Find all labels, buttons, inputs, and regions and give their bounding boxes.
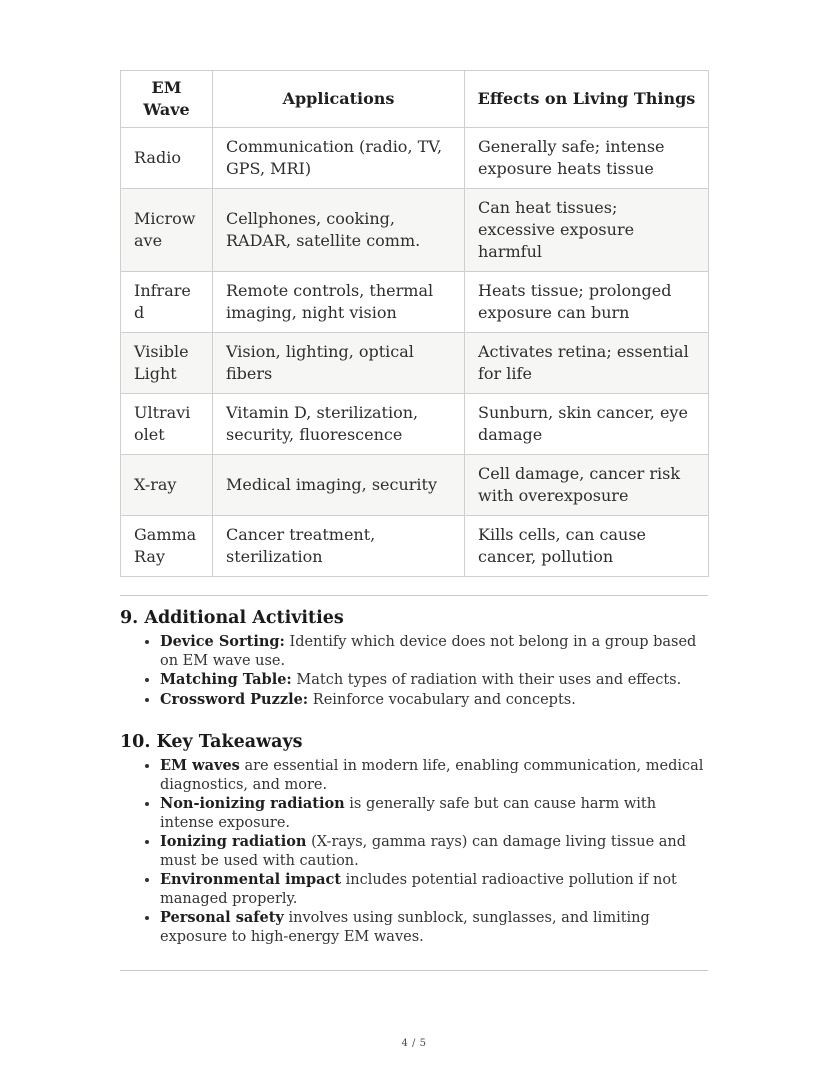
col-header-applications: Applications	[213, 71, 465, 128]
cell-applications: Remote controls, thermal imaging, night vision	[213, 272, 465, 333]
bottom-divider	[120, 970, 708, 971]
key-takeaways-list	[120, 757, 708, 946]
bullet-text: involves using sunblock, sunglasses, and limiting exposure to high-energy EM waves.	[160, 910, 650, 945]
cell-applications: Cellphones, cooking, RADAR, satellite comm.	[213, 189, 465, 272]
bullet-text: are essential in modern life, enabling communication, medical diagnostics, and more.	[160, 758, 704, 793]
cell-effects: Kills cells, can cause cancer, pollution	[465, 516, 709, 577]
table-row-visible-light	[121, 333, 709, 394]
bullet-lead: Personal safety	[160, 909, 284, 926]
cell-applications: Vision, lighting, optical fibers	[213, 333, 465, 394]
bullet-matching-table	[160, 671, 708, 690]
cell-applications: Communication (radio, TV, GPS, MRI)	[213, 128, 465, 189]
cell-wave: Microwave	[121, 189, 213, 272]
bullet-text: Reinforce vocabulary and concepts.	[308, 691, 576, 708]
additional-activities-list	[120, 633, 708, 709]
col-header-effects: Effects on Living Things	[465, 71, 709, 128]
bullet-text: (X-rays, gamma rays) can damage living tissue and must be used with caution.	[160, 834, 687, 869]
bullet-personal-safety	[160, 909, 708, 946]
cell-wave: Gamma Ray	[121, 516, 213, 577]
cell-applications: Cancer treatment, sterilization	[213, 516, 465, 577]
table-row-microwave	[121, 189, 709, 272]
cell-wave: Infrared	[121, 272, 213, 333]
page-number: 4 / 5	[401, 1038, 427, 1049]
cell-effects: Cell damage, cancer risk with overexposure	[465, 455, 709, 516]
bullet-device-sorting	[160, 633, 708, 670]
table-header-row	[121, 71, 709, 128]
bullet-lead: Device Sorting:	[160, 633, 285, 650]
cell-effects: Sunburn, skin cancer, eye damage	[465, 394, 709, 455]
section-additional-activities	[120, 607, 708, 709]
section-key-takeaways	[120, 731, 708, 946]
table-header	[121, 71, 709, 128]
col-header-em-wave: EM Wave	[121, 71, 213, 128]
bullet-text: Identify which device does not belong in a group based on EM wave use.	[160, 634, 697, 669]
table-row-infrared	[121, 272, 709, 333]
cell-wave: Visible Light	[121, 333, 213, 394]
table-row-radio	[121, 128, 709, 189]
table-row-gamma-ray	[121, 516, 709, 577]
cell-wave: X-ray	[121, 455, 213, 516]
table-row-xray	[121, 455, 709, 516]
cell-effects: Can heat tissues; excessive exposure harmful	[465, 189, 709, 272]
table-row-ultraviolet	[121, 394, 709, 455]
cell-applications: Medical imaging, security	[213, 455, 465, 516]
cell-applications: Vitamin D, sterilization, security, fluorescence	[213, 394, 465, 455]
bullet-lead: Ionizing radiation	[160, 833, 307, 850]
bullet-lead: Environmental impact	[160, 871, 342, 888]
section-divider	[120, 595, 708, 596]
bullet-lead: Crossword Puzzle:	[160, 690, 309, 708]
em-wave-table	[120, 70, 709, 577]
bullet-text: Match types of radiation with their uses and effects.	[291, 672, 682, 688]
bullet-em-waves	[160, 757, 708, 794]
bullet-lead: EM waves	[160, 757, 240, 774]
section-title-key-takeaways: 10. Key Takeaways	[120, 732, 303, 752]
bullet-crossword-puzzle	[160, 691, 708, 710]
cell-effects: Heats tissue; prolonged exposure can burn	[465, 272, 709, 333]
cell-effects: Generally safe; intense exposure heats tissue	[465, 128, 709, 189]
bullet-lead: Matching Table:	[160, 671, 292, 688]
cell-wave: Ultraviolet	[121, 394, 213, 455]
bullet-non-ionizing	[160, 795, 708, 832]
bullet-text: includes potential radioactive pollution if not managed properly.	[160, 872, 677, 907]
section-title-additional-activities: 9. Additional Activities	[120, 608, 344, 628]
bullet-text: is generally safe but can cause harm with intense exposure.	[160, 796, 657, 831]
bullet-environmental-impact	[160, 871, 708, 908]
bullet-ionizing	[160, 833, 708, 870]
bullet-lead: Non-ionizing radiation	[160, 795, 345, 812]
cell-wave: Radio	[121, 128, 213, 189]
cell-effects: Activates retina; essential for life	[465, 333, 709, 394]
